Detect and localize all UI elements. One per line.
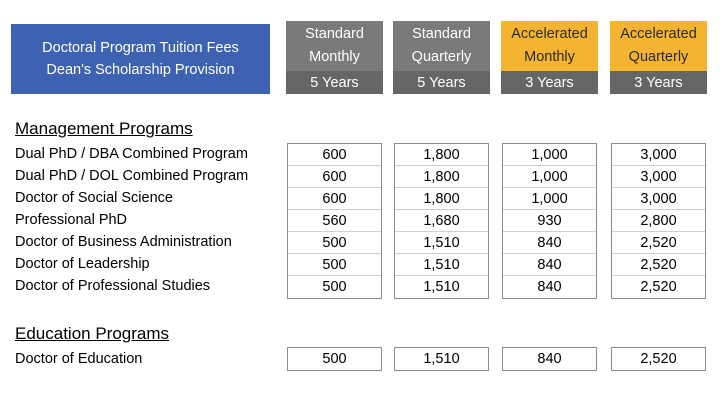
table-cell: 1,510 (423, 279, 460, 295)
table-cell: 2,520 (640, 279, 677, 295)
table-cell: 1,800 (395, 166, 488, 188)
table-cell: 840 (503, 254, 596, 276)
column-header-accelerated-quarterly (610, 21, 707, 94)
section-title-management: Management Programs (15, 119, 193, 138)
row-label: Doctor of Professional Studies (15, 278, 211, 294)
row-label: Dual PhD / DBA Combined Program (15, 146, 248, 162)
column-header-standard-quarterly (393, 21, 490, 94)
column-header-years: 3 Years (610, 71, 707, 94)
column-header-line1: Standard (305, 26, 364, 42)
table-cell: 600 (288, 188, 381, 210)
table-title (11, 24, 270, 94)
row-label: Doctor of Social Science (15, 190, 173, 206)
value-column-standard-monthly (287, 347, 382, 371)
table-cell: 840 (503, 232, 596, 254)
table-cell: 2,520 (612, 254, 705, 276)
column-header-accelerated-monthly (501, 21, 598, 94)
value-column-accelerated-quarterly (611, 347, 706, 371)
row-label: Professional PhD (15, 212, 128, 228)
table-cell: 600 (288, 166, 381, 188)
table-cell: 930 (503, 210, 596, 232)
row-label: Dual PhD / DOL Combined Program (15, 168, 249, 184)
table-cell: 1,510 (423, 351, 460, 367)
column-header-line1: Accelerated (620, 26, 697, 42)
value-column-standard-quarterly (394, 347, 489, 371)
value-column-accelerated-quarterly (611, 143, 706, 299)
table-cell: 1,680 (395, 210, 488, 232)
table-cell: 1,800 (395, 188, 488, 210)
table-cell: 3,000 (612, 188, 705, 210)
value-column-accelerated-monthly (502, 143, 597, 299)
table-cell: 3,000 (612, 166, 705, 188)
row-label: Doctor of Education (15, 351, 143, 367)
value-column-standard-quarterly (394, 143, 489, 299)
table-cell: 500 (322, 279, 347, 295)
table-cell: 1,800 (395, 144, 488, 166)
column-header-years: 5 Years (286, 71, 383, 94)
table-cell: 1,000 (503, 188, 596, 210)
table-cell: 2,800 (612, 210, 705, 232)
table-cell: 840 (537, 351, 562, 367)
table-cell: 560 (288, 210, 381, 232)
column-header-standard-monthly (286, 21, 383, 94)
section-title-education: Education Programs (15, 324, 170, 343)
table-cell: 500 (322, 351, 347, 367)
value-column-accelerated-monthly (502, 347, 597, 371)
column-header-line1: Standard (412, 26, 471, 42)
table-cell: 2,520 (612, 232, 705, 254)
column-header-line2: Monthly (309, 49, 360, 65)
table-cell: 600 (288, 144, 381, 166)
title-line-1: Doctoral Program Tuition Fees (42, 40, 239, 56)
row-label: Doctor of Business Administration (15, 234, 232, 250)
table-cell: 500 (288, 254, 381, 276)
value-column-standard-monthly (287, 143, 382, 299)
title-line-2: Dean's Scholarship Provision (46, 62, 235, 78)
column-header-years: 5 Years (393, 71, 490, 94)
column-header-line1: Accelerated (511, 26, 588, 42)
table-cell: 3,000 (612, 144, 705, 166)
column-header-line2: Quarterly (628, 49, 689, 65)
column-header-years: 3 Years (501, 71, 598, 94)
table-cell: 840 (537, 279, 562, 295)
table-cell: 500 (288, 232, 381, 254)
table-cell: 1,000 (503, 166, 596, 188)
table-cell: 1,000 (503, 144, 596, 166)
column-header-line2: Monthly (524, 49, 575, 65)
table-cell: 1,510 (395, 254, 488, 276)
row-label: Doctor of Leadership (15, 256, 150, 272)
column-header-line2: Quarterly (411, 49, 472, 65)
table-cell: 2,520 (640, 351, 677, 367)
table-cell: 1,510 (395, 232, 488, 254)
